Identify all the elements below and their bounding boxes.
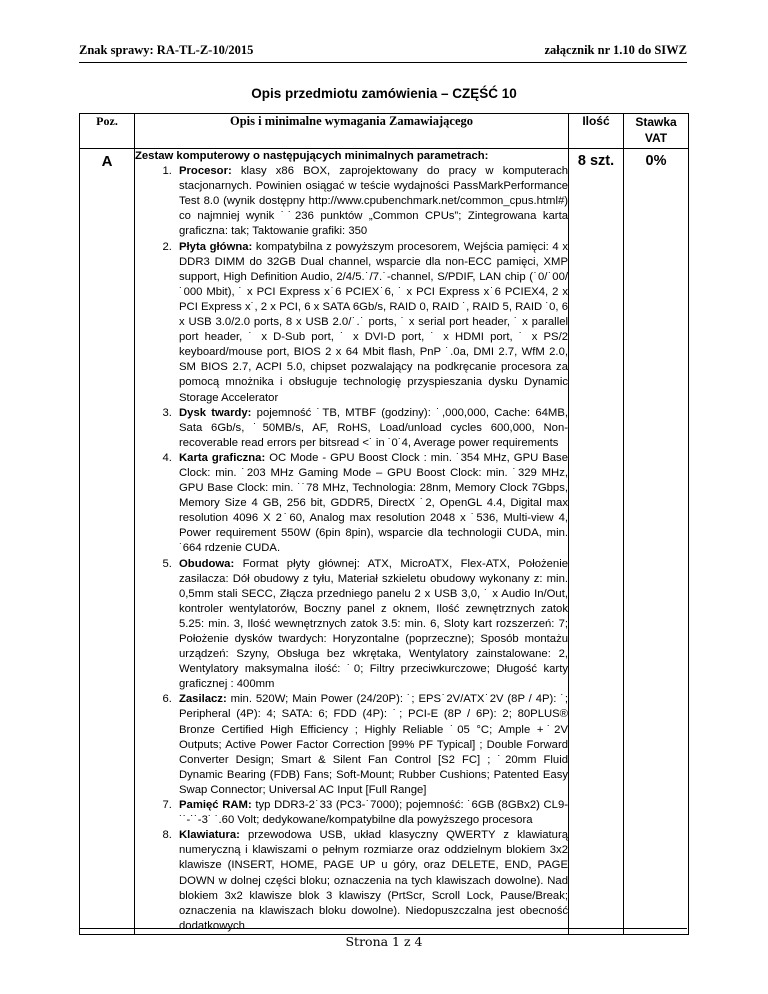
spec-label: Klawiatura: [179, 829, 240, 842]
cell-poz [80, 149, 135, 935]
spec-item [175, 828, 568, 934]
spec-text: przewodowa USB, układ klasyczny QWERTY z klawiaturą numeryczną i klawiszami o pełnym rozmiarze oraz oddzielnym blokiem 3x2 klawisze (INSERT, HOME, PAGE UP u góry, oraz DELETE, END, PAGE DOWN w dolnej części bloku; oznaczenia na tych klawiszach dowolne). Nad blokiem 3x2 klawisze blok 3 klawiszy (PrtScr, Scroll Lock, Pause/Break; oznaczenia na klawiszach bloku dowolne). Niedopuszczalna jest obecność dodatkowych [179, 829, 568, 932]
header-vat: Stawka VAT [624, 114, 689, 149]
spec-text: Format płyty głównej: ATX, MicroATX, Flex-ATX, Położenie zasilacza: Dół obudowy z tyłu, Materiał szkieletu obudowy wykonany z: min. 0,5mm stali SECC, Złącza przedniego panelu 2 x USB 3,0, ˙ x Audio In/Out, kontroler wentylatorów, Boczny panel z oknem, Ilość zewnętrznych zatok 5.25: min. 3, Ilość wewnętrznych zatok 3.5: min. 6, Sloty kart rozszerzeń: 7; Położenie dysków twardych: Horyzontalne (poprzeczne); Sposób montażu urządzeń: Szyny, Obsługa bez wkrętaka, Wentylatory zainstalowane: 2, Wentylatory maksymalna ilość: ˙0; Filtry przeciwkurczowe; Długość karty graficznej : 400mm [179, 557, 568, 691]
page-header [79, 43, 687, 59]
spec-item [175, 798, 568, 828]
spec-item [175, 406, 568, 451]
spec-text: kompatybilna z powyższym procesorem, Wejścia pamięci: 4 x DDR3 DIMM do 32GB Dual channel, wsparcie dla non-ECC pamięci, XMP support, High Definition Audio, 2/4/5.˙/7.˙-channel, S/PDIF, LAN chip (˙0/˙00/˙000 Mbit), ˙ x PCI Express x˙6 PCIEX˙6, ˙ x PCI Express x˙6 PCIEX4, 2 x PCI Express x˙, 2 x PCI, 6 x SATA 6Gb/s, RAID 0, RAID ˙, RAID 5, RAID ˙0, 6 x USB 3.0/2.0 ports, 8 x USB 2.0/˙.˙ ports, ˙ x serial port header, ˙ x parallel port header, ˙ x D-Sub port, ˙ x DVI-D port, ˙ x HDMI port, ˙ x PS/2 keyboard/mouse port, BIOS 2 x 64 Mbit flash, PnP ˙.0a, DMI 2.7, WfM 2.0, SM BIOS 2.7, ACPI 5.0, chipset pozwalający na podkręcanie procesora za pomocą mnożnika i obsługuje technologię przyspieszania dysku Dynamic Storage Accelerator [179, 240, 568, 404]
spec-item [175, 451, 568, 557]
cell-description [135, 149, 569, 935]
header-poz: Poz. [80, 114, 135, 149]
cell-vat [624, 149, 689, 935]
spec-list [135, 164, 568, 934]
spec-item [175, 240, 568, 406]
spec-label: Karta graficzna: [179, 451, 266, 464]
table-row [80, 149, 689, 935]
spec-label: Obudowa: [179, 557, 235, 570]
spec-text: OC Mode - GPU Boost Clock : min. ˙354 MHz, GPU Base Clock: min. ˙203 MHz Gaming Mode – GPU Boost Clock: min. ˙329 MHz, GPU Base Clock: min. ˙˙78 MHz, Technologia: 28nm, Memory Clock 7Gbps, Memory Size 4 GB, 256 bit, GDDR5, DirectX ˙2, OpenGL 4.4, Digital max resolution 4096 X 2˙60, Analog max resolution 2048 x ˙536, Multi-view 4, Power requirement 550W (6pin 8pin), wsparcie dla technologii CUDA, min. ˙664 rdzenie CUDA. [179, 451, 568, 555]
spec-label: Procesor: [179, 165, 232, 178]
spec-item [175, 164, 568, 239]
description-intro: Zestaw komputerowy o następujących minimalnych parametrach: [135, 150, 489, 162]
specification-table [79, 113, 689, 935]
footer-rule [79, 928, 687, 929]
case-number: Znak sprawy: RA-TL-Z-10/2015 [79, 43, 254, 57]
spec-item [175, 557, 568, 693]
spec-label: Dysk twardy: [179, 406, 252, 419]
spec-text: pojemność ˙TB, MTBF (godziny): ˙,000,000, Cache: 64MB, Sata 6Gb/s, ˙50MB/s, AF, RoHS, Load/unload cycles 600,000, Non-recoverable read errors per bitsread <˙ in ˙0˙4, Average power requirements [179, 406, 568, 449]
page-number: Strona 1 z 4 [345, 934, 423, 949]
spec-label: Pamięć RAM: [179, 799, 252, 812]
spec-text: typ DDR3-2˙33 (PC3-˙7000); pojemność: ˙6GB (8GBx2) CL9-˙˙-˙˙-3˙ ˙.60 Volt; dedykowane/kompatybilne dla powyższego procesora [179, 799, 568, 827]
header-ilosc: Ilość [569, 114, 624, 149]
table-header-row [80, 114, 689, 149]
cell-ilosc [569, 149, 624, 935]
header-opis: Opis i minimalne wymagania Zamawiającego [135, 114, 569, 149]
header-rule [79, 62, 687, 63]
spec-item [175, 692, 568, 798]
document-title: Opis przedmiotu zamówienia – CZĘŚĆ 10 [251, 86, 517, 101]
spec-label: Płyta główna: [179, 240, 253, 253]
quantity-value: 8 szt. [577, 153, 615, 169]
attachment-number: załącznik nr 1.10 do SIWZ [544, 43, 687, 57]
spec-text: klasy x86 BOX, zaprojektowany do pracy w komputerach stacjonarnych. Powinien osiągać w teście wydajności PassMarkPerformance Test 8.0 (wynik dostępny http://www.cpubenchmark.net/common_cpus.html#) co najmniej wynik ˙˙236 punktów „Common CPUs”; Zintegrowana karta graficzna: tak; Taktowanie grafiki: 350 [179, 165, 568, 238]
spec-label: Zasilacz: [179, 693, 227, 706]
row-position-letter: A [101, 153, 113, 170]
vat-value: 0% [645, 153, 667, 169]
spec-text: min. 520W; Main Power (24/20P): ˙; EPS˙2V/ATX˙2V (8P / 4P): ˙; Peripheral (4P): 4; SATA: 6; FDD (4P): ˙; PCI-E (8P / 6P): 2; 80PLUS® Bronze Certified High Efficiency ; Highly Reliable ˙05 °C; Ample +˙2V Outputs; Active Power Factor Correction [99% PF Typical] ; Double Forward Converter Design; Smart & Silent Fan Control [S2 FC] ; ˙20mm Fluid Dynamic Bearing (FDB) Fans; Soft-Mount; Rubber Cushions; Patented Easy Swap Connector; Universal AC Input [Full Range] [179, 693, 568, 796]
